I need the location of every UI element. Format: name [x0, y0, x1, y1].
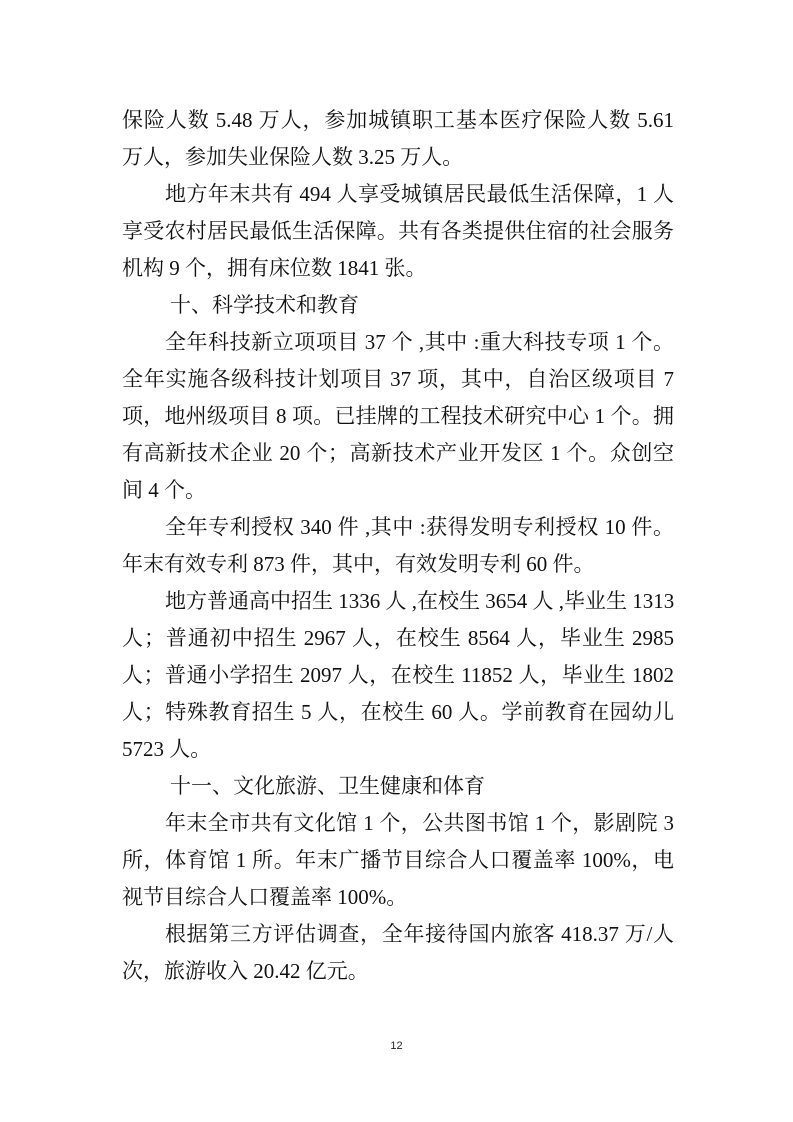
paragraph-line: 次，旅游收入 20.42 亿元。 [122, 959, 369, 983]
document-body [122, 102, 674, 990]
paragraph-line: 间 4 个。 [122, 478, 206, 502]
section-heading-text: 十一、文化旅游、卫生健康和体育 [170, 774, 485, 798]
paragraph [122, 324, 674, 509]
paragraph-line: 全年实施各级科技计划项目 37 项，其中，自治区级项目 7 [122, 367, 674, 391]
paragraph-line: 万人，参加失业保险人数 3.25 万人。 [122, 145, 464, 169]
paragraph-line: 所，体育馆 1 所。年末广播节目综合人口覆盖率 100%，电 [122, 848, 674, 872]
section-heading [122, 287, 674, 324]
paragraph-line: 享受农村居民最低生活保障。共有各类提供住宿的社会服务 [122, 219, 674, 243]
paragraph [122, 916, 674, 990]
paragraph-line: 有高新技术企业 20 个；高新技术产业开发区 1 个。众创空 [122, 441, 674, 465]
paragraph-line: 根据第三方评估调查，全年接待国内旅客 418.37 万/人 [165, 922, 674, 946]
paragraph-line: 人；普通小学招生 2097 人，在校生 11852 人，毕业生 1802 [122, 663, 674, 687]
paragraph-line: 5723 人。 [122, 737, 212, 761]
paragraph-line: 项，地州级项目 8 项。已挂牌的工程技术研究中心 1 个。拥 [122, 404, 674, 428]
paragraph-line: 年末全市共有文化馆 1 个，公共图书馆 1 个，影剧院 3 [165, 811, 674, 835]
paragraph-line: 保险人数 5.48 万人，参加城镇职工基本医疗保险人数 5.61 [122, 108, 674, 132]
section-heading [122, 768, 674, 805]
paragraph-line: 全年科技新立项项目 37 个 ,其中 :重大科技专项 1 个。 [165, 330, 674, 354]
page-number: 12 [390, 1040, 403, 1052]
paragraph [122, 102, 674, 176]
paragraph-line: 年末有效专利 873 件，其中，有效发明专利 60 件。 [122, 552, 595, 576]
paragraph-line: 机构 9 个，拥有床位数 1841 张。 [122, 256, 427, 280]
paragraph [122, 583, 674, 768]
paragraph-line: 人；特殊教育招生 5 人，在校生 60 人。学前教育在园幼儿 [122, 700, 674, 724]
paragraph-line: 人；普通初中招生 2967 人，在校生 8564 人，毕业生 2985 [122, 626, 674, 650]
section-heading-text: 十、科学技术和教育 [170, 293, 359, 317]
paragraph-line: 视节目综合人口覆盖率 100%。 [122, 885, 408, 909]
paragraph [122, 509, 674, 583]
paragraph [122, 805, 674, 916]
paragraph-line: 地方普通高中招生 1336 人 ,在校生 3654 人 ,毕业生 1313 [165, 589, 675, 613]
paragraph-line: 地方年末共有 494 人享受城镇居民最低生活保障，1 人 [165, 182, 674, 206]
paragraph [122, 176, 674, 287]
paragraph-line: 全年专利授权 340 件 ,其中 :获得发明专利授权 10 件。 [165, 515, 674, 539]
